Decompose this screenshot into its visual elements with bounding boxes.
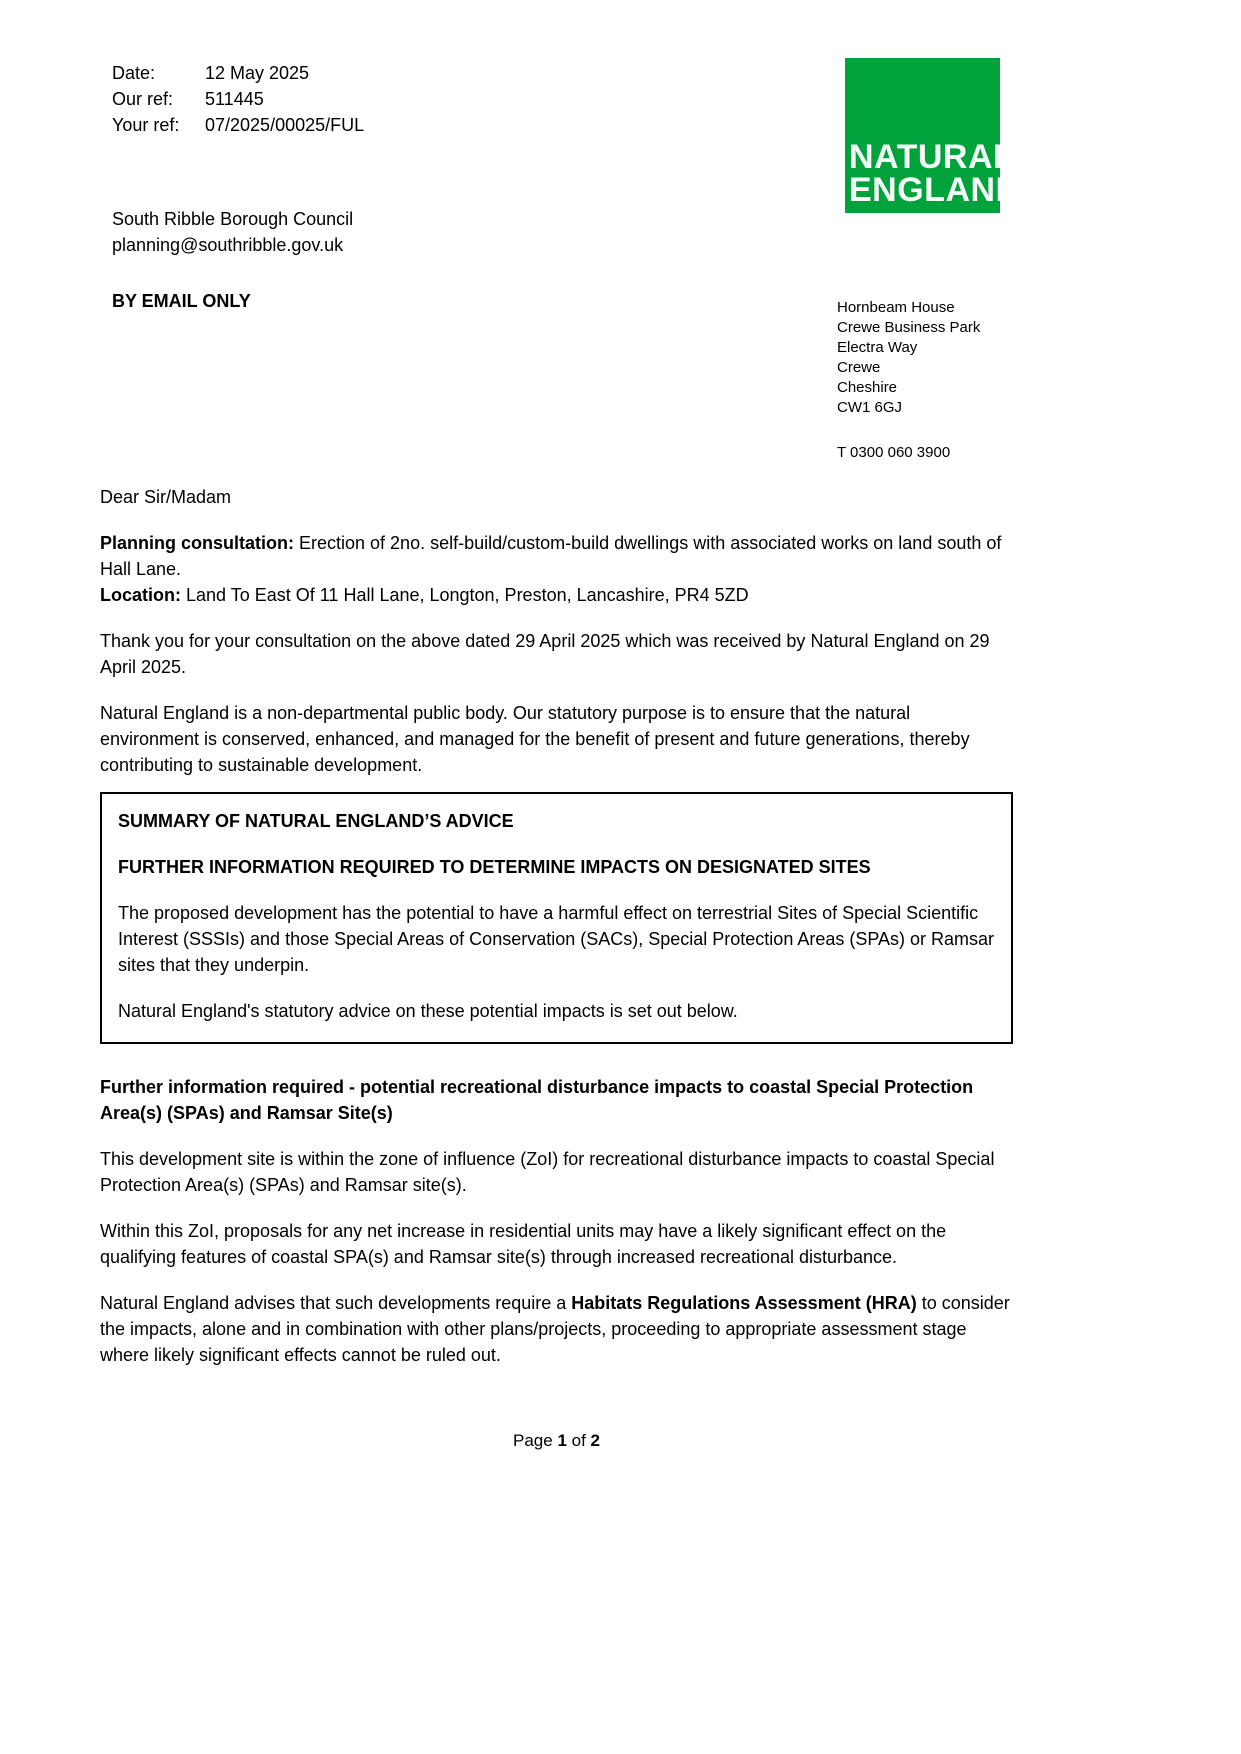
location-label: Location:	[100, 585, 181, 605]
address-line: Cheshire	[837, 379, 898, 396]
summary-box-body-2: Natural England's statutory advice on these potential impacts is set out below.	[118, 1001, 738, 1021]
your-ref-value: 07/2025/00025/FUL	[205, 115, 365, 135]
paragraph-thanks: Thank you for your consultation on the above dated 29 April 2025 which was received by Natural England on 29 April 2025.	[100, 631, 990, 677]
footer-page-label: Page	[513, 1431, 558, 1450]
address-line: CW1 6GJ	[837, 399, 903, 416]
consultation-details	[100, 530, 1013, 608]
sender-phone: T 0300 060 3900	[837, 444, 951, 461]
recipient-name: South Ribble Borough Council	[112, 209, 354, 229]
page-footer	[100, 1428, 1013, 1454]
recipient-block	[100, 206, 1013, 258]
section-paragraph-1: This development site is within the zone of influence (ZoI) for recreational disturbance impacts to coastal Special Protection Area(s) (SPAs) and Ramsar site(s).	[100, 1149, 995, 1195]
salutation: Dear Sir/Madam	[100, 487, 232, 507]
logo-text-england: ENGLAND	[849, 171, 1021, 209]
meta-date	[112, 60, 1013, 86]
section-paragraph-2: Within this ZoI, proposals for any net increase in residential units may have a likely significant effect on the qualifying features of coastal SPA(s) and Ramsar site(s) through increased recreational disturbance.	[100, 1221, 947, 1267]
section-paragraph-3	[100, 1290, 1013, 1368]
summary-box-body-1: The proposed development has the potential to have a harmful effect on terrestrial Sites of Special Scientific Interest (SSSIs) and those Special Areas of Conservation (SACs), Special Protection Areas (SPAs) or Ramsar sites that they underpin.	[118, 903, 995, 975]
footer-page-number: 1	[557, 1431, 567, 1450]
our-ref-label: Our ref:	[112, 89, 174, 109]
address-line: Hornbeam House	[837, 299, 955, 316]
footer-page-total: 2	[590, 1431, 600, 1450]
meta-our-ref	[112, 86, 1013, 112]
logo-text-natural: NATURAL	[849, 138, 1015, 176]
hra-paragraph-pre: Natural England advises that such developments require a	[100, 1293, 572, 1313]
address-line: Electra Way	[837, 339, 918, 356]
address-line: Crewe	[837, 359, 881, 376]
our-ref-value: 511445	[205, 89, 264, 109]
delivery-note: BY EMAIL ONLY	[112, 291, 251, 311]
letter-meta	[100, 60, 1013, 138]
summary-advice-box	[100, 792, 1013, 1044]
meta-your-ref	[112, 112, 1013, 138]
planning-consultation-text: Erection of 2no. self-build/custom-build dwellings with associated works on land south of Hall Lane.	[100, 533, 1002, 579]
summary-box-title: SUMMARY OF NATURAL ENGLAND’S ADVICE	[118, 811, 514, 831]
paragraph-about-natural-england: Natural England is a non-departmental public body. Our statutory purpose is to ensure that the natural environment is conserved, enhanced, and managed for the benefit of present and future generations, thereby contributing to sustainable development.	[100, 703, 970, 775]
address-line: Crewe Business Park	[837, 319, 981, 336]
planning-consultation-label: Planning consultation:	[100, 533, 294, 553]
date-label: Date:	[112, 63, 156, 83]
location-text: Land To East Of 11 Hall Lane, Longton, Preston, Lancashire, PR4 5ZD	[181, 585, 749, 605]
hra-paragraph-bold: Habitats Regulations Assessment (HRA)	[571, 1293, 917, 1313]
hra-paragraph-post: to consider the impacts, alone and in combination with other plans/projects, proceeding to appropriate assessment stage where likely significant effects cannot be ruled out.	[100, 1293, 1010, 1365]
footer-of-label: of	[566, 1431, 591, 1450]
recipient-email: planning@southribble.gov.uk	[112, 235, 344, 255]
date-value: 12 May 2025	[205, 63, 310, 83]
your-ref-label: Your ref:	[112, 115, 180, 135]
section-heading: Further information required - potential recreational disturbance impacts to coastal Special Protection Area(s) (SPAs) and Ramsar Site(s)	[100, 1077, 974, 1123]
summary-box-subtitle: FURTHER INFORMATION REQUIRED TO DETERMINE IMPACTS ON DESIGNATED SITES	[118, 857, 871, 877]
